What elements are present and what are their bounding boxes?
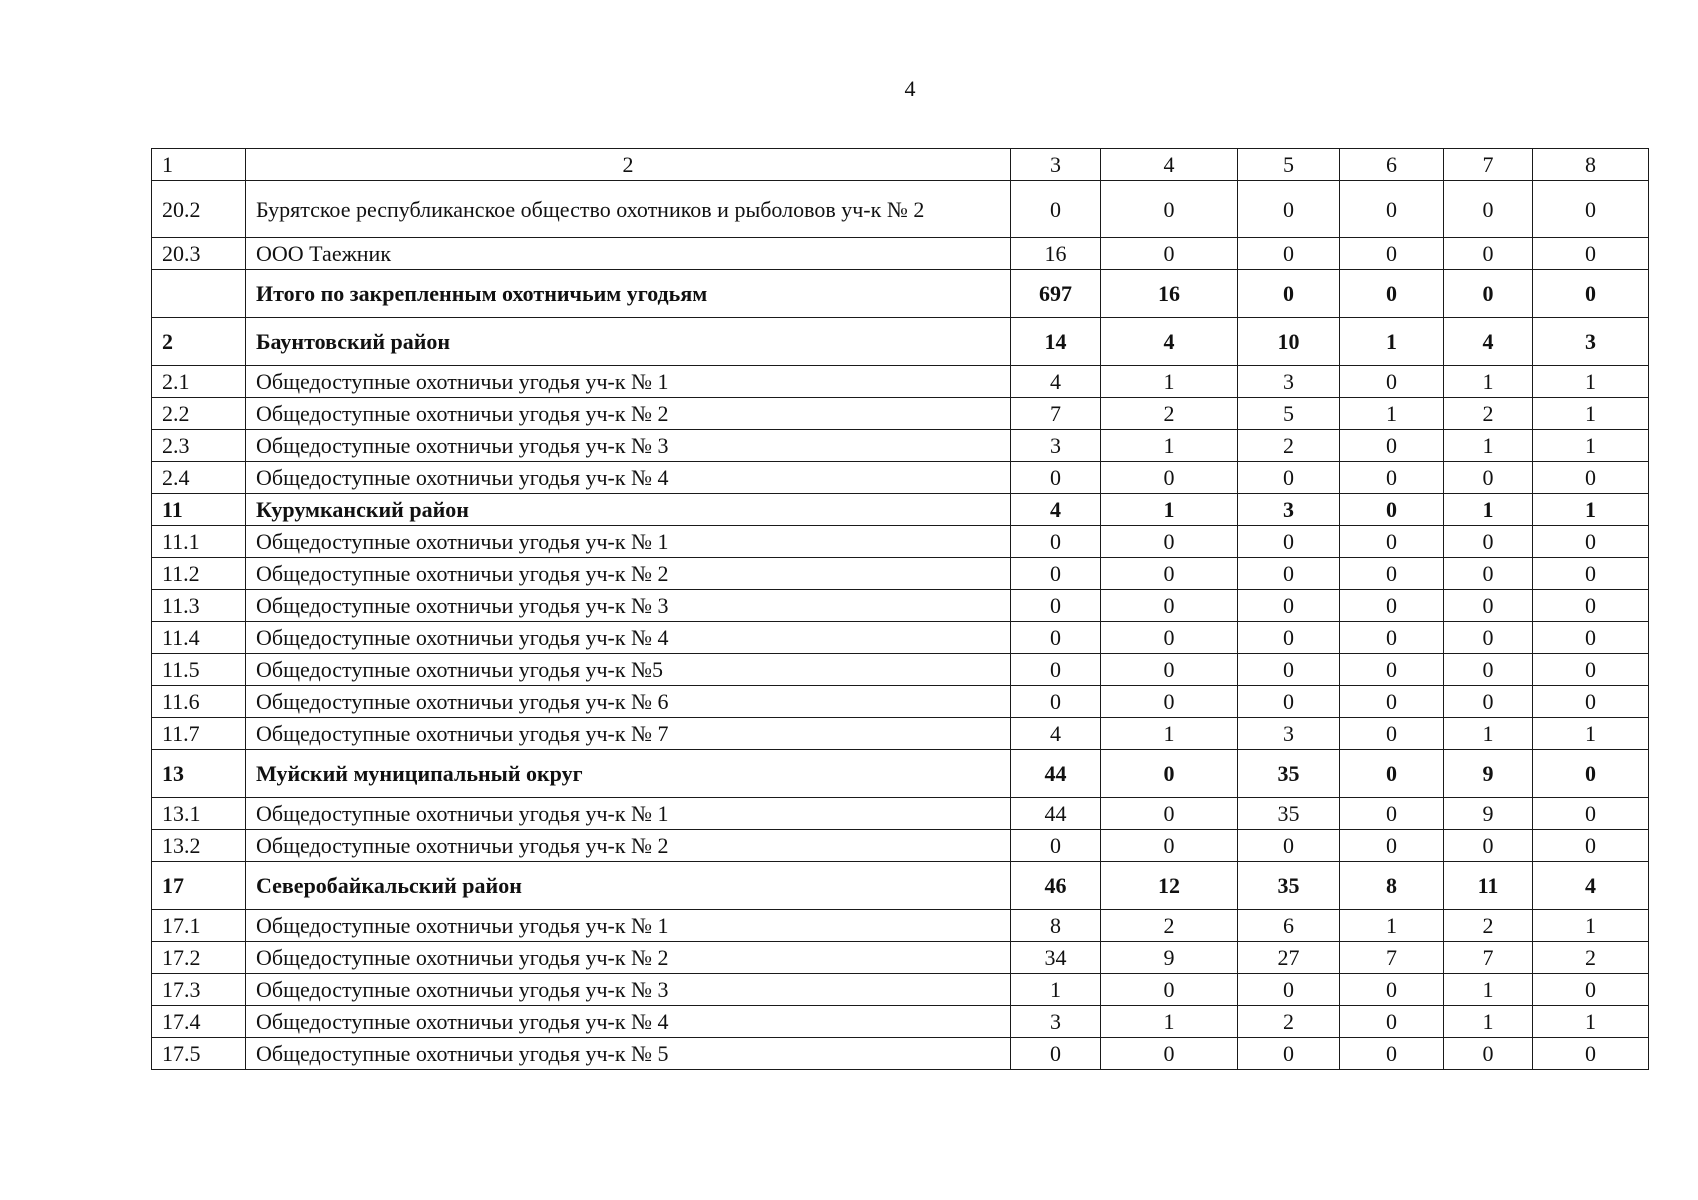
row-value: 0: [1340, 798, 1444, 830]
row-value: 4: [1101, 318, 1238, 366]
row-value: 0: [1444, 238, 1533, 270]
row-value: 0: [1340, 430, 1444, 462]
district-row: [152, 750, 1649, 798]
row-value: 3: [1011, 430, 1101, 462]
row-value: 1: [1340, 318, 1444, 366]
table-row: [152, 798, 1649, 830]
row-value: 0: [1101, 798, 1238, 830]
row-value: 0: [1101, 686, 1238, 718]
row-name: Общедоступные охотничьи угодья уч-к № 1: [246, 526, 1011, 558]
row-value: 0: [1533, 238, 1649, 270]
row-value: 0: [1101, 526, 1238, 558]
row-value: 0: [1444, 462, 1533, 494]
row-id: 20.3: [152, 238, 246, 270]
row-value: 0: [1444, 654, 1533, 686]
row-value: 8: [1011, 910, 1101, 942]
row-value: 1: [1340, 398, 1444, 430]
row-value: 0: [1340, 622, 1444, 654]
row-value: 0: [1101, 181, 1238, 238]
row-value: 0: [1238, 830, 1340, 862]
row-value: 1: [1101, 494, 1238, 526]
row-value: 0: [1340, 181, 1444, 238]
row-id: 17.2: [152, 942, 246, 974]
row-value: 2: [1444, 910, 1533, 942]
row-id: 17.3: [152, 974, 246, 1006]
row-value: 0: [1238, 181, 1340, 238]
row-value: 0: [1444, 181, 1533, 238]
row-value: 0: [1340, 462, 1444, 494]
row-value: 0: [1011, 830, 1101, 862]
row-value: 0: [1101, 1038, 1238, 1070]
table-row: [152, 686, 1649, 718]
row-value: 0: [1011, 181, 1101, 238]
row-id: 11.4: [152, 622, 246, 654]
row-name: Общедоступные охотничьи угодья уч-к № 1: [246, 366, 1011, 398]
row-value: 2: [1238, 430, 1340, 462]
row-id: 2.2: [152, 398, 246, 430]
row-value: 0: [1533, 830, 1649, 862]
row-value: 0: [1444, 558, 1533, 590]
table-row: [152, 718, 1649, 750]
header-row: [152, 149, 1649, 181]
row-id: 11.6: [152, 686, 246, 718]
row-value: 2: [1444, 398, 1533, 430]
row-id: 13: [152, 750, 246, 798]
row-value: 5: [1238, 398, 1340, 430]
header-cell: 8: [1533, 149, 1649, 181]
row-value: 1: [1444, 718, 1533, 750]
row-value: 0: [1101, 462, 1238, 494]
row-value: 1: [1533, 398, 1649, 430]
row-value: 35: [1238, 798, 1340, 830]
table-row: [152, 462, 1649, 494]
row-value: 2: [1101, 398, 1238, 430]
row-value: 1: [1101, 1006, 1238, 1038]
row-value: 1: [1533, 910, 1649, 942]
row-id: 11.2: [152, 558, 246, 590]
district-row: [152, 862, 1649, 910]
row-id: 17.4: [152, 1006, 246, 1038]
row-value: 0: [1340, 718, 1444, 750]
row-value: 35: [1238, 750, 1340, 798]
row-name: Общедоступные охотничьи угодья уч-к № 4: [246, 1006, 1011, 1038]
row-value: 0: [1238, 462, 1340, 494]
row-id: 11: [152, 494, 246, 526]
row-value: 0: [1340, 830, 1444, 862]
table-row: [152, 1038, 1649, 1070]
row-name: Общедоступные охотничьи угодья уч-к №5: [246, 654, 1011, 686]
row-value: 14: [1011, 318, 1101, 366]
row-id: 2.4: [152, 462, 246, 494]
row-value: 0: [1340, 238, 1444, 270]
row-value: 2: [1238, 1006, 1340, 1038]
row-name: Общедоступные охотничьи угодья уч-к № 2: [246, 398, 1011, 430]
row-value: 0: [1533, 462, 1649, 494]
row-value: 1: [1533, 366, 1649, 398]
row-value: 1: [1444, 974, 1533, 1006]
row-value: 0: [1340, 590, 1444, 622]
row-value: 0: [1340, 494, 1444, 526]
row-value: 2: [1101, 910, 1238, 942]
row-name: Общедоступные охотничьи угодья уч-к № 3: [246, 590, 1011, 622]
header-cell: 2: [246, 149, 1011, 181]
row-value: 1: [1101, 366, 1238, 398]
row-name: Общедоступные охотничьи угодья уч-к № 2: [246, 558, 1011, 590]
row-value: 4: [1011, 718, 1101, 750]
header-cell: 1: [152, 149, 246, 181]
row-name: Общедоступные охотничьи угодья уч-к № 4: [246, 622, 1011, 654]
table-row: [152, 654, 1649, 686]
row-id: [152, 270, 246, 318]
header-cell: 6: [1340, 149, 1444, 181]
table-row: [152, 238, 1649, 270]
table-row: [152, 398, 1649, 430]
row-value: 0: [1238, 974, 1340, 1006]
row-name: Общедоступные охотничьи угодья уч-к № 1: [246, 910, 1011, 942]
table-row: [152, 590, 1649, 622]
district-row: [152, 494, 1649, 526]
row-value: 0: [1444, 526, 1533, 558]
row-name: Общедоступные охотничьи угодья уч-к № 2: [246, 830, 1011, 862]
row-value: 1: [1533, 430, 1649, 462]
row-value: 1: [1444, 1006, 1533, 1038]
row-value: 0: [1011, 558, 1101, 590]
row-value: 3: [1011, 1006, 1101, 1038]
row-value: 3: [1533, 318, 1649, 366]
header-cell: 5: [1238, 149, 1340, 181]
row-value: 0: [1533, 270, 1649, 318]
row-value: 0: [1238, 622, 1340, 654]
row-value: 0: [1011, 590, 1101, 622]
row-value: 0: [1533, 1038, 1649, 1070]
row-value: 0: [1101, 558, 1238, 590]
row-value: 0: [1101, 654, 1238, 686]
row-value: 7: [1340, 942, 1444, 974]
row-value: 0: [1238, 654, 1340, 686]
row-value: 3: [1238, 494, 1340, 526]
row-name: ООО Таежник: [246, 238, 1011, 270]
row-value: 1: [1533, 1006, 1649, 1038]
row-name: Северобайкальский район: [246, 862, 1011, 910]
row-value: 0: [1340, 526, 1444, 558]
row-value: 0: [1101, 830, 1238, 862]
row-value: 0: [1340, 1006, 1444, 1038]
header-cell: 7: [1444, 149, 1533, 181]
table-row: [152, 974, 1649, 1006]
row-value: 1: [1011, 974, 1101, 1006]
row-value: 0: [1011, 1038, 1101, 1070]
row-id: 2.3: [152, 430, 246, 462]
row-value: 0: [1533, 654, 1649, 686]
row-id: 13.2: [152, 830, 246, 862]
table-row: [152, 1006, 1649, 1038]
row-value: 8: [1340, 862, 1444, 910]
row-value: 0: [1101, 238, 1238, 270]
row-id: 11.1: [152, 526, 246, 558]
row-name: Муйский муниципальный округ: [246, 750, 1011, 798]
row-value: 0: [1238, 526, 1340, 558]
row-value: 9: [1444, 750, 1533, 798]
row-value: 0: [1101, 590, 1238, 622]
row-value: 0: [1444, 590, 1533, 622]
row-value: 0: [1101, 750, 1238, 798]
row-value: 4: [1533, 862, 1649, 910]
row-value: 4: [1011, 366, 1101, 398]
row-value: 0: [1238, 686, 1340, 718]
table-row: [152, 181, 1649, 238]
row-value: 2: [1533, 942, 1649, 974]
row-value: 46: [1011, 862, 1101, 910]
row-id: 11.3: [152, 590, 246, 622]
row-value: 11: [1444, 862, 1533, 910]
row-value: 34: [1011, 942, 1101, 974]
row-value: 1: [1444, 366, 1533, 398]
row-value: 16: [1011, 238, 1101, 270]
row-value: 0: [1101, 974, 1238, 1006]
row-value: 3: [1238, 366, 1340, 398]
row-value: 0: [1533, 526, 1649, 558]
row-value: 0: [1340, 654, 1444, 686]
row-id: 17.1: [152, 910, 246, 942]
row-value: 6: [1238, 910, 1340, 942]
row-id: 2.1: [152, 366, 246, 398]
row-name: Баунтовский район: [246, 318, 1011, 366]
row-value: 0: [1444, 622, 1533, 654]
data-table: [151, 148, 1649, 1070]
row-value: 0: [1444, 270, 1533, 318]
row-value: 0: [1340, 974, 1444, 1006]
row-value: 27: [1238, 942, 1340, 974]
row-value: 0: [1533, 750, 1649, 798]
row-name: Курумканский район: [246, 494, 1011, 526]
row-value: 1: [1533, 494, 1649, 526]
header-cell: 3: [1011, 149, 1101, 181]
row-value: 0: [1238, 1038, 1340, 1070]
table-row: [152, 366, 1649, 398]
row-name: Бурятское республиканское общество охотников и рыболовов уч-к № 2: [246, 181, 1011, 238]
row-value: 3: [1238, 718, 1340, 750]
table-row: [152, 830, 1649, 862]
row-value: 10: [1238, 318, 1340, 366]
total-row: [152, 270, 1649, 318]
row-value: 0: [1101, 622, 1238, 654]
row-value: 0: [1533, 798, 1649, 830]
table-row: [152, 622, 1649, 654]
row-value: 44: [1011, 798, 1101, 830]
row-value: 0: [1340, 686, 1444, 718]
row-value: 0: [1238, 590, 1340, 622]
row-value: 35: [1238, 862, 1340, 910]
row-value: 9: [1444, 798, 1533, 830]
row-value: 0: [1011, 462, 1101, 494]
row-value: 16: [1101, 270, 1238, 318]
row-value: 0: [1533, 558, 1649, 590]
row-value: 7: [1444, 942, 1533, 974]
row-value: 0: [1340, 750, 1444, 798]
row-value: 0: [1011, 654, 1101, 686]
row-value: 0: [1444, 1038, 1533, 1070]
district-row: [152, 318, 1649, 366]
row-value: 1: [1444, 494, 1533, 526]
row-name: Общедоступные охотничьи угодья уч-к № 2: [246, 942, 1011, 974]
row-value: 0: [1238, 558, 1340, 590]
row-id: 13.1: [152, 798, 246, 830]
row-name: Общедоступные охотничьи угодья уч-к № 3: [246, 430, 1011, 462]
row-value: 697: [1011, 270, 1101, 318]
row-value: 1: [1340, 910, 1444, 942]
table-row: [152, 942, 1649, 974]
row-name: Общедоступные охотничьи угодья уч-к № 6: [246, 686, 1011, 718]
row-id: 11.5: [152, 654, 246, 686]
row-value: 0: [1340, 270, 1444, 318]
row-value: 0: [1533, 181, 1649, 238]
table-row: [152, 558, 1649, 590]
row-value: 0: [1238, 270, 1340, 318]
row-value: 0: [1533, 974, 1649, 1006]
row-value: 1: [1101, 718, 1238, 750]
row-id: 17: [152, 862, 246, 910]
row-name: Общедоступные охотничьи угодья уч-к № 3: [246, 974, 1011, 1006]
row-value: 44: [1011, 750, 1101, 798]
table-row: [152, 526, 1649, 558]
row-value: 0: [1340, 558, 1444, 590]
header-cell: 4: [1101, 149, 1238, 181]
row-value: 9: [1101, 942, 1238, 974]
table-row: [152, 910, 1649, 942]
row-value: 4: [1444, 318, 1533, 366]
row-value: 0: [1011, 526, 1101, 558]
row-value: 0: [1533, 686, 1649, 718]
row-value: 0: [1533, 590, 1649, 622]
row-value: 12: [1101, 862, 1238, 910]
row-value: 0: [1533, 622, 1649, 654]
row-id: 2: [152, 318, 246, 366]
row-name: Итого по закрепленным охотничьим угодьям: [246, 270, 1011, 318]
row-id: 11.7: [152, 718, 246, 750]
row-value: 7: [1011, 398, 1101, 430]
row-name: Общедоступные охотничьи угодья уч-к № 7: [246, 718, 1011, 750]
row-value: 4: [1011, 494, 1101, 526]
row-id: 20.2: [152, 181, 246, 238]
row-value: 0: [1340, 1038, 1444, 1070]
row-value: 1: [1533, 718, 1649, 750]
row-value: 0: [1011, 622, 1101, 654]
row-id: 17.5: [152, 1038, 246, 1070]
row-name: Общедоступные охотничьи угодья уч-к № 1: [246, 798, 1011, 830]
row-value: 0: [1444, 686, 1533, 718]
row-value: 0: [1238, 238, 1340, 270]
row-value: 0: [1340, 366, 1444, 398]
row-value: 0: [1444, 830, 1533, 862]
table-row: [152, 430, 1649, 462]
row-value: 1: [1444, 430, 1533, 462]
page-number: 4: [904, 76, 916, 101]
row-name: Общедоступные охотничьи угодья уч-к № 5: [246, 1038, 1011, 1070]
row-value: 0: [1011, 686, 1101, 718]
row-name: Общедоступные охотничьи угодья уч-к № 4: [246, 462, 1011, 494]
row-value: 1: [1101, 430, 1238, 462]
